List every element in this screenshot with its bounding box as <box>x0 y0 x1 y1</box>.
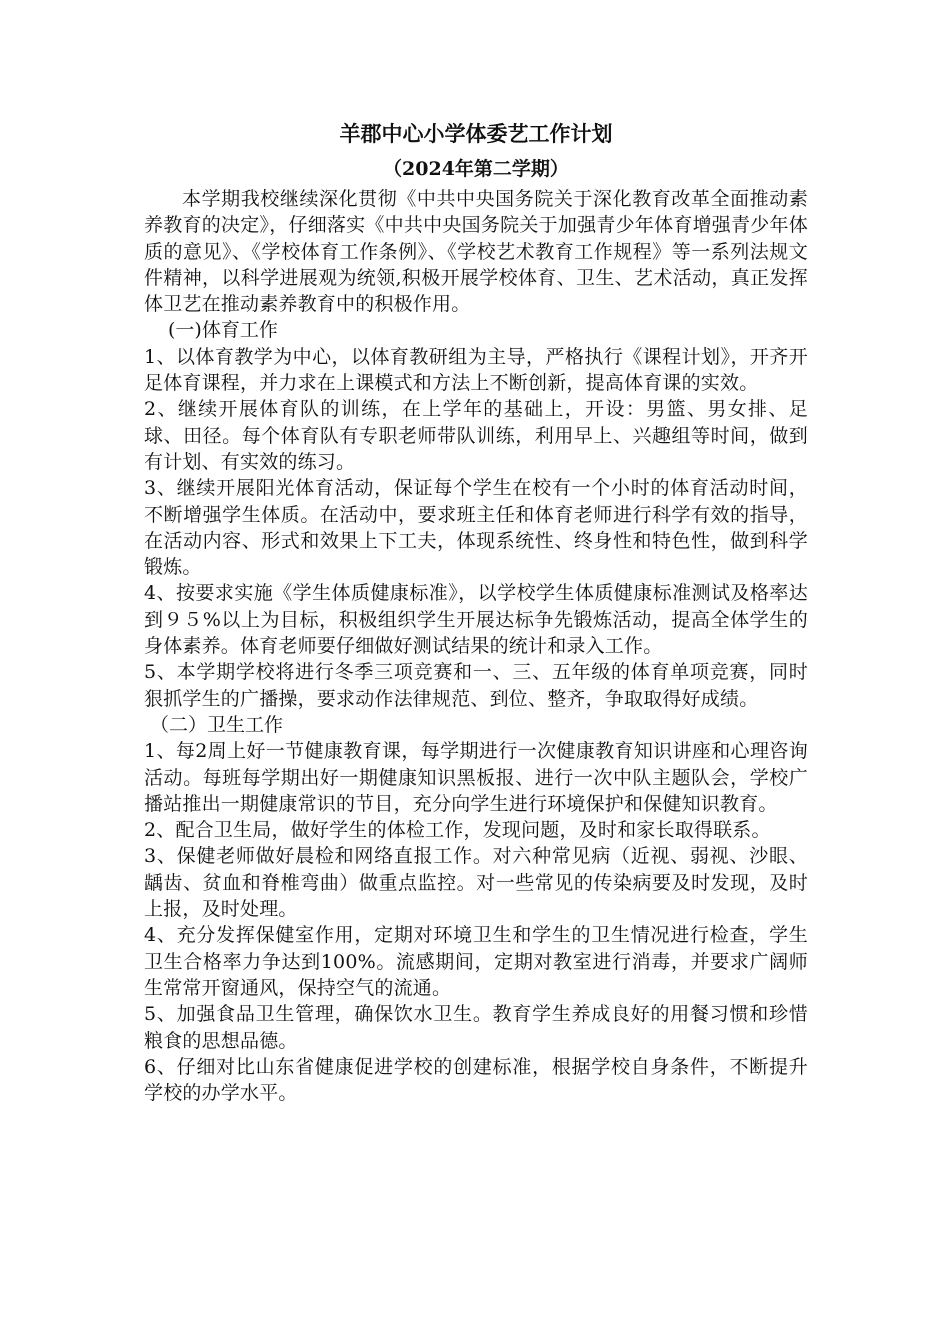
document-page <box>144 118 808 1106</box>
list-item: 2、继续开展体育队的训练，在上学年的基础上，开设：男篮、男女排、足球、田径。每个体育队有专职老师带队训练，利用早上、兴趣组等时间，做到有计划、有实效的练习。 <box>144 398 808 473</box>
list-item: 1、每2周上好一节健康教育课，每学期进行一次健康教育知识讲座和心理咨询活动。每班每学期出好一期健康知识黑板报、进行一次中队主题队会，学校广播站推出一期健康常识的节目，充分向学生进行环境保护和保健知识教育。 <box>144 740 808 815</box>
list-item: 6、仔细对比山东省健康促进学校的创建标准，根据学校自身条件，不断提升学校的办学水平。 <box>144 1055 808 1105</box>
section-heading-health: （二）卫生工作 <box>150 713 284 736</box>
section-heading-sports: (一)体育工作 <box>168 319 278 342</box>
list-item: 3、继续开展阳光体育活动，保证每个学生在校有一个小时的体育活动时间，不断增强学生体质。在活动中，要求班主任和体育老师进行科学有效的指导，在活动内容、形式和效果上下工夫，体现系统性、终身性和特色性，做到科学锻炼。 <box>144 477 808 579</box>
list-item: 1、以体育教学为中心，以体育教研组为主导，严格执行《课程计划》，开齐开足体育课程，并力求在上课模式和方法上不断创新，提高体育课的实效。 <box>144 345 808 395</box>
intro-paragraph: 本学期我校继续深化贯彻《中共中央国务院关于深化教育改革全面推动素养教育的决定》，仔细落实《中共中央国务院关于加强青少年体育增强青少年体质的意见》、《学校体育工作条例》、《学校艺术教育工作规程》等一系列法规文件精神，以科学进展观为统领,积极开展学校体育、卫生、艺术活动，真正发挥体卫艺在推动素养教育中的积极作用。 <box>144 188 808 316</box>
list-item: 4、充分发挥保健室作用，定期对环境卫生和学生的卫生情况进行检查，学生卫生合格率力争达到100%。流感期间，定期对教室进行消毒，并要求广阔师生常常开窗通风，保持空气的流通。 <box>144 924 808 999</box>
list-item: 5、加强食品卫生管理，确保饮水卫生。教育学生养成良好的用餐习惯和珍惜粮食的思想品德。 <box>144 1003 808 1052</box>
list-item: 5、本学期学校将进行冬季三项竞赛和一、三、五年级的体育单项竞赛，同时狠抓学生的广播操，要求动作法律规范、到位、整齐，争取取得好成绩。 <box>144 661 808 710</box>
section-health <box>144 712 808 1106</box>
section-sports <box>144 317 808 711</box>
list-item: 3、保健老师做好晨检和网络直报工作。对六种常见病（近视、弱视、沙眼、龋齿、贫血和脊椎弯曲）做重点监控。对一些常见的传染病要及时发现，及时上报，及时处理。 <box>144 845 808 921</box>
list-item: 4、按要求实施《学生体质健康标准》，以学校学生体质健康标准测试及格率达到９５%以上为目标，积极组织学生开展达标争先锻炼活动，提高全体学生的身体素养。体育老师要仔细做好测试结果的统计和录入工作。 <box>144 582 808 658</box>
document-title: 羊郡中心小学体委艺工作计划 <box>339 121 613 146</box>
document-subtitle: （2024年第二学期） <box>383 158 569 180</box>
list-item: 2、配合卫生局，做好学生的体检工作，发现问题，及时和家长取得联系。 <box>144 819 771 842</box>
